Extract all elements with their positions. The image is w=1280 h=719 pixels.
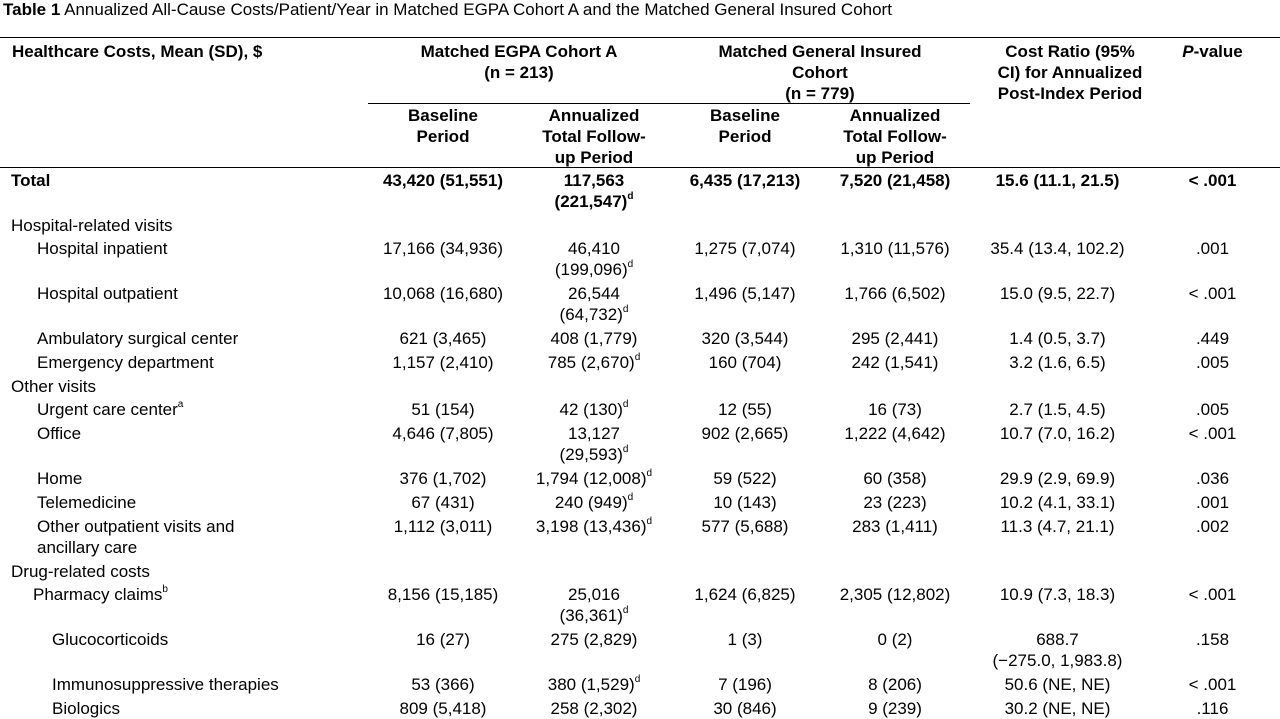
cell-p-value: .002 <box>1195 517 1230 536</box>
table-caption-text: Annualized All-Cause Costs/Patient/Year in Matched EGPA Cohort A and the Matched General Insured Cohort <box>64 0 892 19</box>
cell-general-followup: 7,520 (21,458) <box>839 171 951 190</box>
cell-cost-ratio: 10.2 (4.1, 33.1) <box>999 493 1116 512</box>
cell-general-followup: 23 (223) <box>863 493 927 512</box>
row-label: Home <box>37 469 83 488</box>
cell-cost-ratio: 688.7 (−275.0, 1,983.8) <box>992 630 1123 670</box>
cell-general-followup: 1,766 (6,502) <box>844 284 946 303</box>
cell-general-baseline: 6,435 (17,213) <box>689 171 801 190</box>
cell-general-baseline: 577 (5,688) <box>701 517 789 536</box>
cell-cost-ratio: 10.9 (7.3, 18.3) <box>999 585 1116 604</box>
cell-egpa-baseline: 67 (431) <box>411 493 475 512</box>
cell-egpa-followup: 240 $(949)^d$ <box>554 492 634 512</box>
cell-p-value: < .001 <box>1188 424 1237 443</box>
row-label: Telemedicine <box>37 493 137 512</box>
cell-cost-ratio: 15.6 (11.1, 21.5) <box>995 171 1120 190</box>
row-label: Emergency department <box>37 353 214 372</box>
cell-egpa-followup: 13,127 $(29,593)^d$ <box>559 424 629 464</box>
cell-general-baseline: 1 (3) <box>727 630 763 649</box>
cell-egpa-baseline: 51 (154) <box>411 400 475 419</box>
cell-egpa-followup: 275 (2,829) <box>550 630 638 649</box>
cell-general-baseline: 1,275 (7,074) <box>694 239 796 258</box>
cell-egpa-baseline: 8,156 (15,185) <box>387 585 499 604</box>
cell-p-value: .158 <box>1195 630 1230 649</box>
cell-egpa-baseline: 1,112 (3,011) <box>393 517 493 536</box>
cell-p-value: < .001 <box>1188 585 1237 604</box>
cell-cost-ratio: 1.4 (0.5, 3.7) <box>1009 329 1106 348</box>
row-label: Pharmacy claims$^b$ <box>33 584 168 604</box>
cell-egpa-baseline: 4,646 (7,805) <box>392 424 494 443</box>
table-caption <box>3 0 892 20</box>
cell-cost-ratio: 50.6 (NE, NE) <box>1004 675 1111 694</box>
header-general-cohort: Matched General Insured Cohort (n = 779) <box>718 42 922 103</box>
header-general-baseline: Baseline Period <box>710 106 780 146</box>
cell-p-value: < .001 <box>1188 675 1237 694</box>
cell-general-baseline: 1,496 (5,147) <box>694 284 796 303</box>
cell-p-value: .005 <box>1195 400 1230 419</box>
cell-general-followup: 1,222 (4,642) <box>844 424 946 443</box>
cell-egpa-baseline: 53 (366) <box>411 675 475 694</box>
cell-cost-ratio: 35.4 (13.4, 102.2) <box>990 239 1125 258</box>
row-label: Immunosuppressive therapies <box>52 675 279 694</box>
cell-egpa-baseline: 17,166 (34,936) <box>382 239 504 258</box>
header-cost-ratio: Cost Ratio (95% CI) for Annualized Post-Index Period <box>997 42 1143 103</box>
cell-p-value: .005 <box>1195 353 1230 372</box>
cell-general-baseline: 10 (143) <box>713 493 777 512</box>
header-egpa-cohort: Matched EGPA Cohort A (n = 213) <box>420 42 618 82</box>
row-label: Glucocorticoids <box>52 630 169 649</box>
cell-p-value: < .001 <box>1188 171 1237 190</box>
cell-egpa-baseline: 1,157 (2,410) <box>392 353 494 372</box>
row-label: Biologics <box>52 699 121 718</box>
row-label: Hospital inpatient <box>37 239 168 258</box>
row-label: Hospital outpatient <box>37 284 178 303</box>
header-egpa-baseline: Baseline Period <box>408 106 478 146</box>
top-rule <box>0 37 1280 38</box>
cell-general-followup: 295 (2,441) <box>851 329 939 348</box>
section-label: Hospital-related visits <box>11 216 173 235</box>
cell-egpa-followup: 258 (2,302) <box>550 699 638 718</box>
cell-cost-ratio: 11.3 (4.7, 21.1) <box>1000 517 1115 536</box>
header-row-label: Healthcare Costs, Mean (SD), $ <box>12 42 263 61</box>
cell-cost-ratio: 10.7 (7.0, 16.2) <box>999 424 1116 443</box>
cell-general-followup: 16 (73) <box>868 400 922 419</box>
cell-general-followup: 60 (358) <box>863 469 927 488</box>
cell-egpa-baseline: 376 (1,702) <box>399 469 487 488</box>
row-label: Urgent care center$^a$ <box>37 399 184 419</box>
section-label: Drug-related costs <box>11 562 150 581</box>
section-label: Other visits <box>11 377 97 396</box>
row-label: Other outpatient visits and ancillary care <box>37 517 235 557</box>
cell-p-value: < .001 <box>1188 284 1237 303</box>
cell-general-baseline: 160 (704) <box>708 353 782 372</box>
cell-general-followup: 2,305 (12,802) <box>839 585 951 604</box>
row-label: Ambulatory surgical center <box>37 329 239 348</box>
cell-general-followup: 242 (1,541) <box>851 353 939 372</box>
cell-general-followup: 8 (206) <box>868 675 922 694</box>
header-egpa-followup: Annualized Total Follow- up Period <box>542 106 646 167</box>
cell-cost-ratio: 2.7 (1.5, 4.5) <box>1009 400 1106 419</box>
cell-cost-ratio: 15.0 (9.5, 22.7) <box>999 284 1116 303</box>
table-caption-label: Table 1 <box>3 0 61 19</box>
cell-egpa-baseline: 621 (3,465) <box>399 329 487 348</box>
cell-egpa-followup: 46,410 $(199,096)^d$ <box>554 239 634 279</box>
cell-general-baseline: 7 (196) <box>718 675 772 694</box>
cell-egpa-followup: 42 $(130)^d$ <box>559 399 629 419</box>
cell-egpa-followup: 3,198 $(13,436)^d$ <box>535 516 653 536</box>
cell-cost-ratio: 30.2 (NE, NE) <box>1004 699 1111 718</box>
cell-egpa-followup: 380 $(1,529)^d$ <box>547 674 641 694</box>
cell-general-baseline: 902 (2,665) <box>701 424 789 443</box>
cell-general-followup: 0 (2) <box>877 630 913 649</box>
cell-egpa-followup: 26,544 $(64,732)^d$ <box>559 284 629 324</box>
cell-general-baseline: 12 (55) <box>718 400 772 419</box>
cell-p-value: .036 <box>1195 469 1230 488</box>
header-p-value: P-value <box>1182 42 1243 61</box>
cell-egpa-followup: 785 $(2,670)^d$ <box>547 352 641 372</box>
cell-egpa-followup: 25,016 $(36,361)^d$ <box>559 585 629 625</box>
cell-general-baseline: 30 (846) <box>713 699 777 718</box>
cell-egpa-followup: 117,563 $(221,547)^d$ <box>554 171 634 211</box>
cell-general-followup: 1,310 (11,576) <box>840 239 950 258</box>
cell-egpa-baseline: 10,068 (16,680) <box>382 284 504 303</box>
cell-p-value: .001 <box>1195 493 1230 512</box>
cell-cost-ratio: 3.2 (1.6, 6.5) <box>1009 353 1106 372</box>
cell-general-followup: 9 (239) <box>868 699 922 718</box>
row-label: Office <box>37 424 82 443</box>
cell-general-baseline: 1,624 (6,825) <box>694 585 796 604</box>
cell-general-baseline: 320 (3,544) <box>701 329 789 348</box>
cell-egpa-followup: 1,794 $(12,008)^d$ <box>535 468 653 488</box>
cell-p-value: .449 <box>1195 329 1230 348</box>
cell-p-value: .116 <box>1196 699 1229 718</box>
cell-p-value: .001 <box>1195 239 1230 258</box>
cell-general-baseline: 59 (522) <box>713 469 777 488</box>
cell-egpa-followup: 408 (1,779) <box>550 329 638 348</box>
cell-general-followup: 283 (1,411) <box>852 517 938 536</box>
cell-egpa-baseline: 16 (27) <box>416 630 470 649</box>
row-label: Total <box>11 171 51 190</box>
header-general-followup: Annualized Total Follow- up Period <box>843 106 947 167</box>
cell-egpa-baseline: 43,420 (51,551) <box>382 171 504 190</box>
cell-egpa-baseline: 809 (5,418) <box>399 699 487 718</box>
cell-cost-ratio: 29.9 (2.9, 69.9) <box>999 469 1116 488</box>
